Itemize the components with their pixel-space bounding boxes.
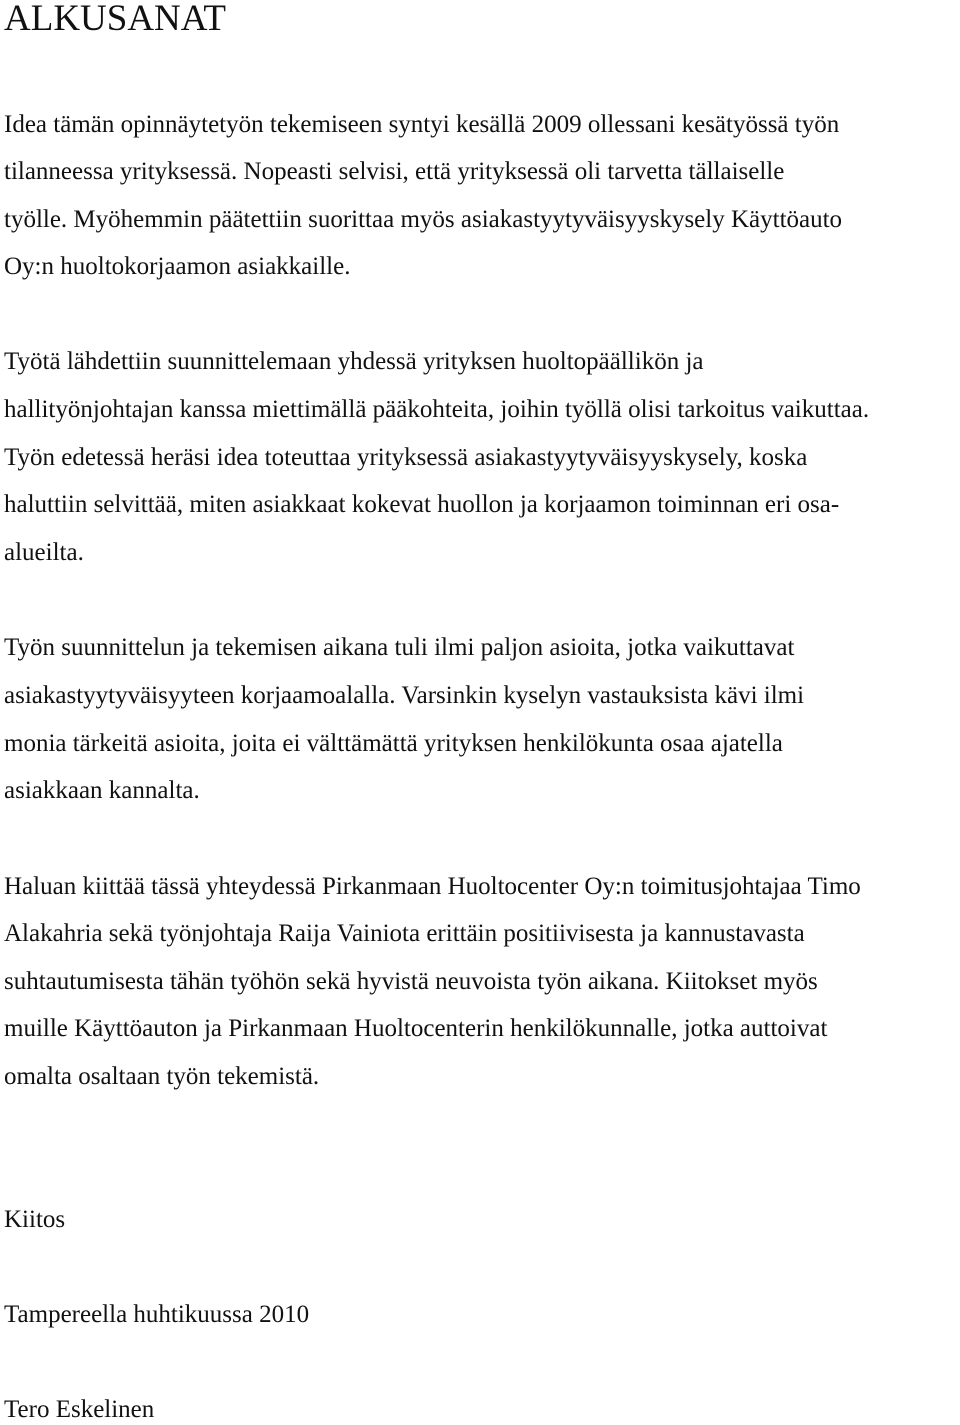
paragraph-3-line-3: monia tärkeitä asioita, joita ei välttämättä yrityksen henkilökunta osaa ajatella	[4, 730, 783, 757]
paragraph-2-line-2: hallityönjohtajan kanssa miettimällä pääkohteita, joihin työllä olisi tarkoitus vaikuttaa.	[4, 396, 870, 423]
closing-text: Kiitos	[4, 1206, 66, 1233]
place-and-date: Tampereella huhtikuussa 2010	[4, 1301, 310, 1328]
paragraph-1-line-4: Oy:n huoltokorjaamon asiakkaille.	[4, 253, 351, 280]
paragraph-3-line-1: Työn suunnittelun ja tekemisen aikana tuli ilmi paljon asioita, jotka vaikuttavat	[4, 634, 795, 661]
paragraph-4-line-4: muille Käyttöauton ja Pirkanmaan Huoltocenterin henkilökunnalle, jotka auttoivat	[4, 1015, 828, 1042]
paragraph-3-line-4: asiakkaan kannalta.	[4, 777, 200, 804]
author-name: Tero Eskelinen	[4, 1396, 155, 1423]
paragraph-4-line-2: Alakahria sekä työnjohtaja Raija Vainiota erittäin positiivisesta ja kannustavasta	[4, 920, 805, 947]
paragraph-2-line-1: Työtä lähdettiin suunnittelemaan yhdessä yrityksen huoltopäällikön ja	[4, 348, 704, 375]
paragraph-1-line-3: työlle. Myöhemmin päätettiin suorittaa myös asiakastyytyväisyyskysely Käyttöauto	[4, 206, 843, 233]
paragraph-2-line-4: haluttiin selvittää, miten asiakkaat kokevat huollon ja korjaamon toiminnan eri osa-	[4, 491, 840, 518]
paragraph-4-line-5: omalta osaltaan työn tekemistä.	[4, 1063, 320, 1090]
paragraph-4-line-1: Haluan kiittää tässä yhteydessä Pirkanmaan Huoltocenter Oy:n toimitusjohtajaa Timo	[4, 873, 861, 900]
paragraph-4-line-3: suhtautumisesta tähän työhön sekä hyvistä neuvoista työn aikana. Kiitokset myös	[4, 968, 818, 995]
paragraph-1-line-1: Idea tämän opinnäytetyön tekemiseen syntyi kesällä 2009 ollessani kesätyössä työn	[4, 111, 840, 138]
paragraph-1-line-2: tilanneessa yrityksessä. Nopeasti selvisi, että yrityksessä oli tarvetta tällaiselle	[4, 158, 785, 185]
paragraph-2-line-3: Työn edetessä heräsi idea toteuttaa yrityksessä asiakastyytyväisyyskysely, koska	[4, 444, 808, 471]
paragraph-3-line-2: asiakastyytyväisyyteen korjaamoalalla. Varsinkin kyselyn vastauksista kävi ilmi	[4, 682, 805, 709]
paragraph-2-line-5: alueilta.	[4, 539, 84, 566]
page-title: ALKUSANAT	[4, 0, 226, 39]
